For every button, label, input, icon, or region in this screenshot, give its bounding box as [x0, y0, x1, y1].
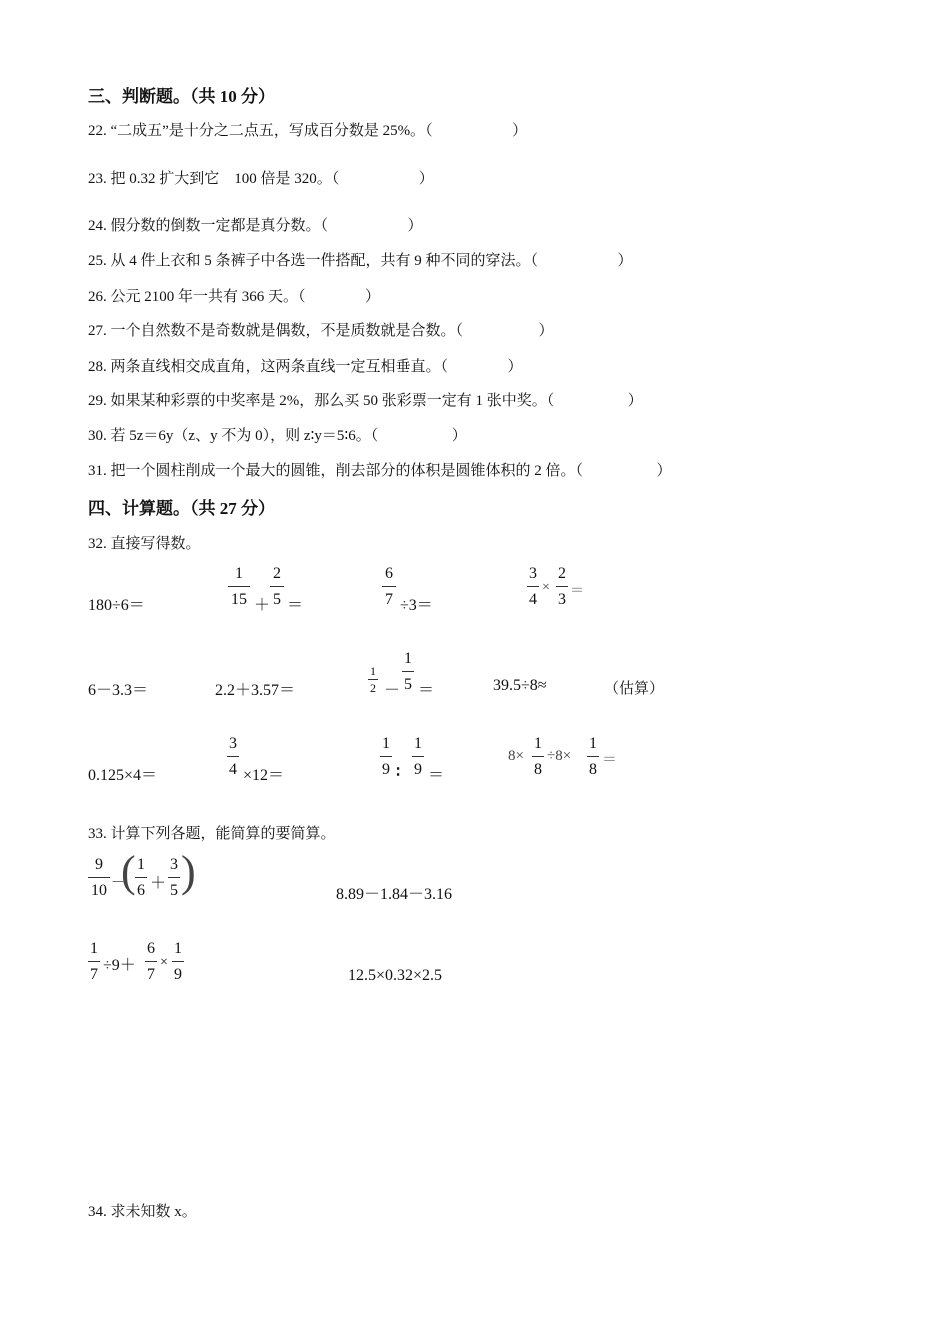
numerator: 3	[229, 735, 237, 752]
fraction	[532, 736, 544, 778]
question-text: 28. 两条直线相交成直角，这两条直线一定互相垂直。（	[88, 359, 449, 375]
question-31	[88, 459, 672, 480]
question-32-title: 32. 直接写得数。	[88, 536, 201, 552]
denominator: 7	[147, 966, 155, 983]
close-paren: ）	[451, 428, 467, 444]
question-22	[88, 119, 527, 140]
equals: ＝	[428, 767, 445, 784]
question-text: 22. “二成五”是十分之二点五，写成百分数是 25%。（	[88, 123, 433, 139]
numerator: 1	[382, 735, 390, 752]
denominator: 7	[90, 966, 98, 983]
question-33-title: 33. 计算下列各题，能简算的要简算。	[88, 826, 336, 842]
numerator: 1	[589, 735, 597, 752]
numerator: 1	[90, 940, 98, 957]
equals: ＝	[287, 597, 304, 614]
denominator: 2	[370, 681, 376, 695]
numerator: 1	[534, 735, 542, 752]
denominator: 9	[414, 761, 422, 778]
fraction	[88, 857, 110, 899]
numerator: 1	[414, 735, 422, 752]
section-4-title: 四、计算题。（共 27 分）	[88, 499, 275, 518]
fraction	[145, 941, 157, 983]
fraction	[587, 736, 599, 778]
operator: ×	[542, 580, 550, 595]
denominator: 4	[229, 761, 237, 778]
numerator: 1	[404, 650, 412, 667]
expression-rest: ×12＝	[243, 767, 285, 784]
question-text: 23. 把 0.32 扩大到它 100 倍是 320。（	[88, 171, 340, 187]
fraction	[368, 665, 378, 694]
simplify-expression-2: 8.89－1.84－3.16	[336, 886, 453, 903]
operator: ＋	[254, 597, 271, 614]
fraction	[380, 736, 392, 778]
denominator: 5	[170, 882, 178, 899]
question-30	[88, 424, 467, 445]
operator: ＋	[150, 875, 167, 892]
calc-0.125-times-4: 0.125×4＝	[88, 767, 158, 784]
question-text: 26. 公元 2100 年一共有 366 天。（	[88, 289, 306, 305]
close-paren: ）	[627, 393, 643, 409]
close-paren: ）	[512, 123, 528, 139]
question-text: 25. 从 4 件上衣和 5 条裤子中各选一件搭配，共有 9 种不同的穿法。（	[88, 253, 539, 269]
close-paren: ）	[538, 323, 554, 339]
calc-6-minus-3.3: 6－3.3＝	[88, 682, 149, 699]
fraction	[168, 857, 180, 899]
numerator: 2	[273, 565, 281, 582]
right-parenthesis: )	[181, 847, 196, 896]
numerator: 3	[529, 565, 537, 582]
fraction	[227, 736, 239, 778]
fraction	[527, 566, 539, 608]
fraction	[556, 566, 568, 608]
equals: ＝	[602, 752, 618, 768]
fraction	[135, 857, 147, 899]
operator: －	[111, 876, 125, 891]
fraction	[270, 566, 284, 608]
numerator: 3	[170, 856, 178, 873]
numerator: 9	[95, 856, 103, 873]
question-26	[88, 285, 380, 306]
numerator: 1	[370, 664, 376, 678]
question-34-title: 34. 求未知数 x。	[88, 1204, 197, 1220]
denominator: 7	[385, 591, 393, 608]
denominator: 5	[404, 676, 412, 693]
equals: ＝	[570, 584, 584, 599]
denominator: 9	[382, 761, 390, 778]
close-paren: ）	[617, 253, 633, 269]
question-text: 31. 把一个圆柱削成一个最大的圆锥，削去部分的体积是圆锥体积的 2 倍。（	[88, 463, 584, 479]
ratio-sign: ∶	[396, 764, 401, 781]
denominator: 15	[231, 591, 247, 608]
denominator: 3	[558, 591, 566, 608]
fraction	[382, 566, 396, 608]
denominator: 9	[174, 966, 182, 983]
denominator: 4	[529, 591, 537, 608]
question-text: 27. 一个自然数不是奇数就是偶数，不是质数就是合数。（	[88, 323, 464, 339]
question-23	[88, 167, 434, 188]
denominator: 8	[534, 761, 542, 778]
calc-2.2-plus-3.57: 2.2＋3.57＝	[215, 682, 296, 699]
denominator: 6	[137, 882, 145, 899]
question-27	[88, 319, 554, 340]
calc-39.5-div-8: 39.5÷8≈	[493, 677, 547, 694]
left-parenthesis: (	[121, 847, 136, 896]
question-text: 29. 如果某种彩票的中奖率是 2%，那么买 50 张彩票一定有 1 张中奖。（	[88, 393, 555, 409]
question-25	[88, 249, 633, 270]
fraction	[228, 566, 250, 608]
close-paren: ）	[656, 463, 672, 479]
close-paren: ）	[507, 359, 523, 375]
fraction	[88, 941, 100, 983]
close-paren: ）	[407, 218, 423, 234]
close-paren: ）	[418, 171, 434, 187]
denominator: 8	[589, 761, 597, 778]
equals: ＝	[418, 682, 435, 699]
operator: ×	[160, 955, 168, 970]
calc-180-div-6: 180÷6＝	[88, 597, 145, 614]
numerator: 1	[174, 940, 182, 957]
question-24	[88, 214, 423, 235]
fraction	[402, 651, 414, 693]
section-3-title: 三、判断题。（共 10 分）	[88, 87, 275, 106]
expression-part: 8×	[508, 748, 524, 764]
numerator: 6	[385, 565, 393, 582]
fraction	[172, 941, 184, 983]
numerator: 2	[558, 565, 566, 582]
numerator: 6	[147, 940, 155, 957]
expression-rest: ÷3＝	[400, 597, 433, 614]
question-text: 30. 若 5z＝6y（z、y 不为 0），则 z∶y＝5∶6。（	[88, 428, 379, 444]
simplify-expression-4: 12.5×0.32×2.5	[348, 967, 443, 984]
operator: －	[384, 682, 401, 699]
expression-part: ÷8×	[547, 748, 572, 764]
close-paren: ）	[365, 289, 381, 305]
question-29	[88, 389, 643, 410]
numerator: 1	[137, 856, 145, 873]
question-28	[88, 355, 523, 376]
denominator: 10	[91, 882, 107, 899]
denominator: 5	[273, 591, 281, 608]
fraction	[412, 736, 424, 778]
question-text: 24. 假分数的倒数一定都是真分数。（	[88, 218, 329, 234]
estimate-note: （估算）	[604, 681, 665, 697]
numerator: 1	[235, 565, 243, 582]
expression-part: ÷9＋	[103, 957, 136, 974]
